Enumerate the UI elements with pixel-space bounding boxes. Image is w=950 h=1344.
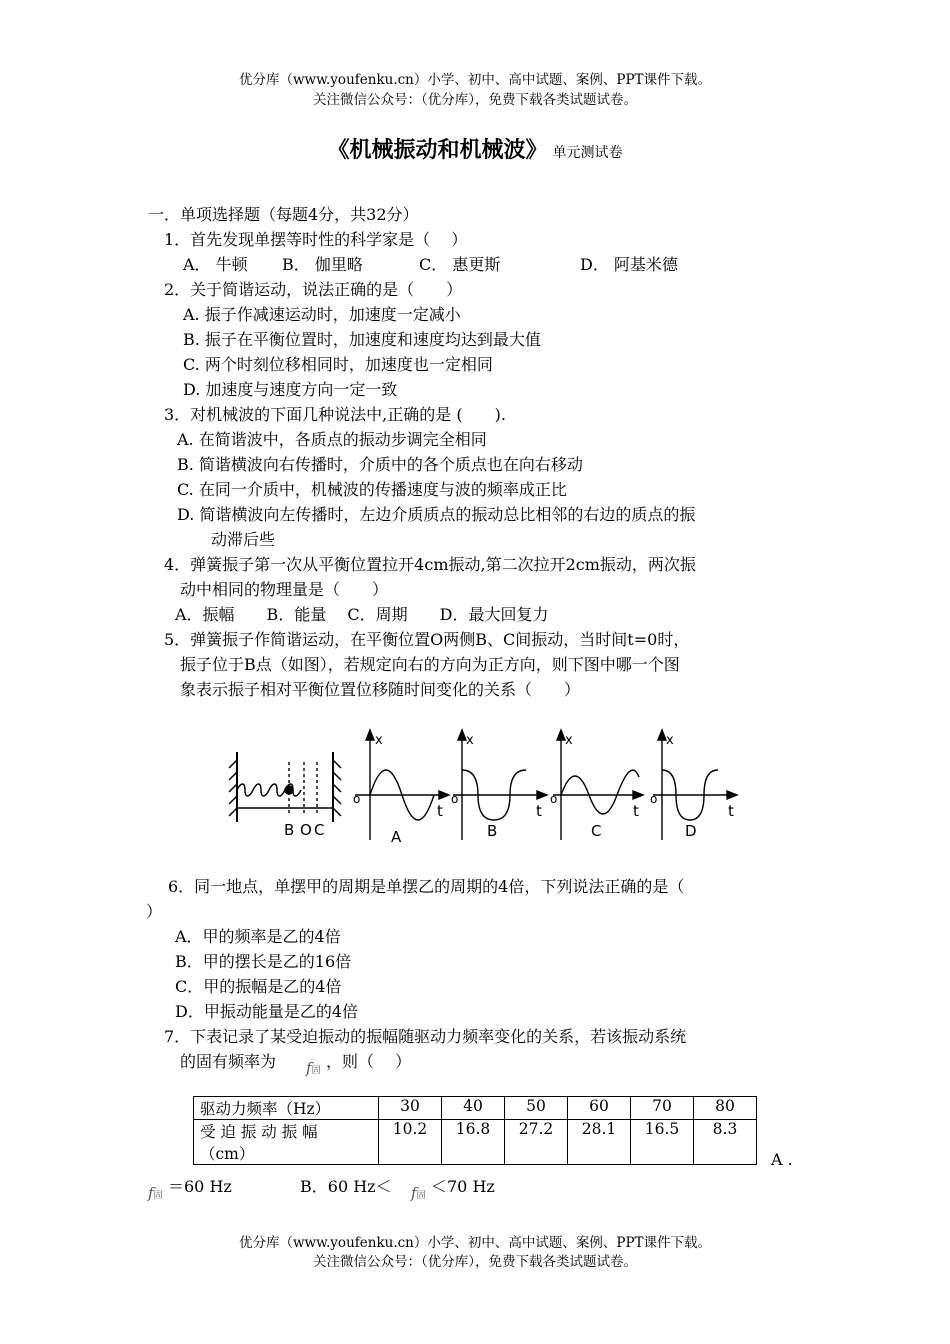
f-symbol: f bbox=[148, 1184, 154, 1202]
q6-option-d: D．甲振动能量是乙的4倍 bbox=[175, 1002, 359, 1021]
q7-option-a-symbol bbox=[148, 1183, 163, 1202]
f-subscript: 固 bbox=[416, 1191, 426, 1201]
label-b: B bbox=[284, 821, 295, 839]
q3-option-c: C. 在同一介质中，机械波的传播速度与波的频率成正比 bbox=[177, 480, 567, 499]
q2-option-c: C. 两个时刻位移相同时，加速度也一定相同 bbox=[183, 355, 493, 374]
q6-stem-line1: 6．同一地点，单摆甲的周期是单摆乙的周期的4倍，下列说法正确的是（ bbox=[168, 877, 685, 896]
q6-option-b: B．甲的摆长是乙的16倍 bbox=[175, 952, 352, 971]
q3-stem: 3．对机械波的下面几种说法中,正确的是 ( ). bbox=[164, 405, 506, 424]
page-footer-line2: 关注微信公众号：（优分库），免费下载各类试题试卷。 bbox=[313, 1254, 637, 1270]
q4-stem-line1: 4．弹簧振子第一次从平衡位置拉开4cm振动,第二次拉开2cm振动，两次振 bbox=[164, 555, 696, 574]
q5-figure bbox=[225, 722, 745, 847]
graph-c-x-label: x bbox=[565, 733, 573, 748]
table-cell: 10.2 bbox=[379, 1120, 442, 1165]
q2-stem: 2．关于简谐运动，说法正确的是（ ） bbox=[164, 280, 463, 299]
q5-stem-line2: 振子位于B点（如图），若规定向右的方向为正方向，则下图中哪一个图 bbox=[180, 655, 680, 674]
q3-option-a: A. 在简谐波中，各质点的振动步调完全相同 bbox=[177, 430, 487, 449]
q4-options: A．振幅 B．能量 C．周期 D．最大回复力 bbox=[175, 605, 549, 624]
label-c: C bbox=[314, 821, 325, 839]
q1-option-d: D． 阿基米德 bbox=[580, 255, 678, 274]
q6-option-c: C．甲的振幅是乙的4倍 bbox=[175, 977, 342, 996]
q2-option-b: B. 振子在平衡位置时，加速度和速度均达到最大值 bbox=[183, 330, 541, 349]
q7-stem-line2a: 的固有频率为 bbox=[180, 1052, 277, 1071]
q2-option-a: A. 振子作减速运动时，加速度一定减小 bbox=[183, 305, 461, 324]
table-cell: 16.8 bbox=[442, 1120, 505, 1165]
table-header-amplitude bbox=[194, 1120, 379, 1165]
q1-option-b: B． 伽里略 bbox=[282, 255, 363, 274]
q6-stem-line2: ） bbox=[146, 902, 163, 921]
table-row bbox=[194, 1097, 757, 1120]
table-cell: 40 bbox=[442, 1097, 505, 1120]
graph-c-label: C bbox=[591, 822, 602, 840]
table-row bbox=[194, 1120, 757, 1165]
spring-oscillator-diagram bbox=[229, 752, 341, 822]
q3-option-d-line1: D. 简谐横波向左传播时，左边介质质点的振动总比相邻的右边的质点的振 bbox=[177, 505, 696, 524]
title-main: 《机械振动和机械波》 bbox=[327, 137, 548, 163]
section-heading: 一．单项选择题（每题4分，共32分） bbox=[148, 205, 419, 224]
label-o: O bbox=[300, 821, 312, 839]
q3-option-b: B. 简谐横波向右传播时，介质中的各个质点也在向右移动 bbox=[177, 455, 583, 474]
table-header-amplitude-line1: 受 迫 振 动 振 幅 bbox=[200, 1123, 318, 1141]
table-cell: 60 bbox=[568, 1097, 631, 1120]
table-header-amplitude-line2: （cm） bbox=[200, 1145, 255, 1163]
graph-b-origin: o bbox=[451, 792, 459, 806]
table-cell: 28.1 bbox=[568, 1120, 631, 1165]
graph-b-label: B bbox=[487, 822, 498, 840]
table-cell: 50 bbox=[505, 1097, 568, 1120]
graph-d-x-label: x bbox=[666, 733, 674, 748]
q1-stem: 1．首先发现单摆等时性的科学家是（ ） bbox=[164, 230, 468, 249]
q5-stem-line1: 5．弹簧振子作简谐运动，在平衡位置O两侧B、C间振动，当时间t=0时， bbox=[164, 630, 690, 649]
page-header-line1: 优分库（www.youfenku.cn）小学、初中、高中试题、案例、PPT课件下载。 bbox=[238, 72, 712, 88]
graph-a-x-label: x bbox=[375, 733, 383, 748]
graph-c-origin: o bbox=[550, 792, 558, 806]
q7-option-b-suffix: ＜70 Hz bbox=[431, 1177, 495, 1196]
table-cell: 27.2 bbox=[505, 1120, 568, 1165]
f-subscript: 固 bbox=[153, 1191, 163, 1201]
q2-option-d: D. 加速度与速度方向一定一致 bbox=[183, 380, 398, 399]
graph-b-x-label: x bbox=[466, 733, 474, 748]
table-cell: 8.3 bbox=[694, 1120, 757, 1165]
graph-d-origin: o bbox=[650, 792, 658, 806]
table-cell: 80 bbox=[694, 1097, 757, 1120]
q1-option-a: A． 牛顿 bbox=[183, 255, 248, 274]
f-symbol: f bbox=[306, 1059, 312, 1077]
graph-c-t-label: t bbox=[633, 802, 639, 820]
q7-option-a-value: ＝60 Hz bbox=[168, 1177, 232, 1196]
f-symbol: f bbox=[411, 1184, 417, 1202]
q7-option-b-symbol bbox=[411, 1183, 426, 1202]
graph-a bbox=[355, 730, 449, 840]
title-sub: 单元测试卷 bbox=[552, 145, 623, 161]
q7-stem-line1: 7．下表记录了某受迫振动的振幅随驱动力频率变化的关系，若该振动系统 bbox=[164, 1027, 687, 1046]
f-subscript: 固 bbox=[311, 1066, 321, 1076]
q4-stem-line2: 动中相同的物理量是（ ） bbox=[180, 580, 389, 599]
graph-a-t-label: t bbox=[437, 802, 443, 820]
page-footer-line1: 优分库（www.youfenku.cn）小学、初中、高中试题、案例、PPT课件下载。 bbox=[238, 1235, 712, 1251]
table-cell: 30 bbox=[379, 1097, 442, 1120]
page-title bbox=[0, 133, 950, 164]
table-header-frequency: 驱动力频率（Hz） bbox=[194, 1097, 379, 1120]
q3-option-d-line2: 动滞后些 bbox=[211, 530, 276, 549]
table-cell: 70 bbox=[631, 1097, 694, 1120]
graph-a-label: A bbox=[391, 828, 402, 846]
q7-stem-line2b: ，则（ ） bbox=[326, 1052, 412, 1071]
q1-option-c: C． 惠更斯 bbox=[419, 255, 501, 274]
page-header-line2: 关注微信公众号：（优分库），免费下载各类试题试卷。 bbox=[313, 92, 637, 108]
q7-option-a-label: A . bbox=[771, 1150, 793, 1169]
graph-d-label: D bbox=[685, 822, 697, 840]
q6-option-a: A．甲的频率是乙的4倍 bbox=[175, 927, 341, 946]
graph-b-t-label: t bbox=[536, 802, 542, 820]
table-cell: 16.5 bbox=[631, 1120, 694, 1165]
q5-stem-line3: 象表示振子相对平衡位置位移随时间变化的关系（ ） bbox=[180, 680, 581, 699]
q7-amplitude-table bbox=[193, 1096, 757, 1165]
q7-option-b-prefix: B．60 Hz＜ bbox=[300, 1177, 392, 1196]
graph-d-t-label: t bbox=[728, 802, 734, 820]
q7-natural-frequency-symbol bbox=[306, 1058, 321, 1077]
graph-a-origin: o bbox=[353, 792, 361, 806]
